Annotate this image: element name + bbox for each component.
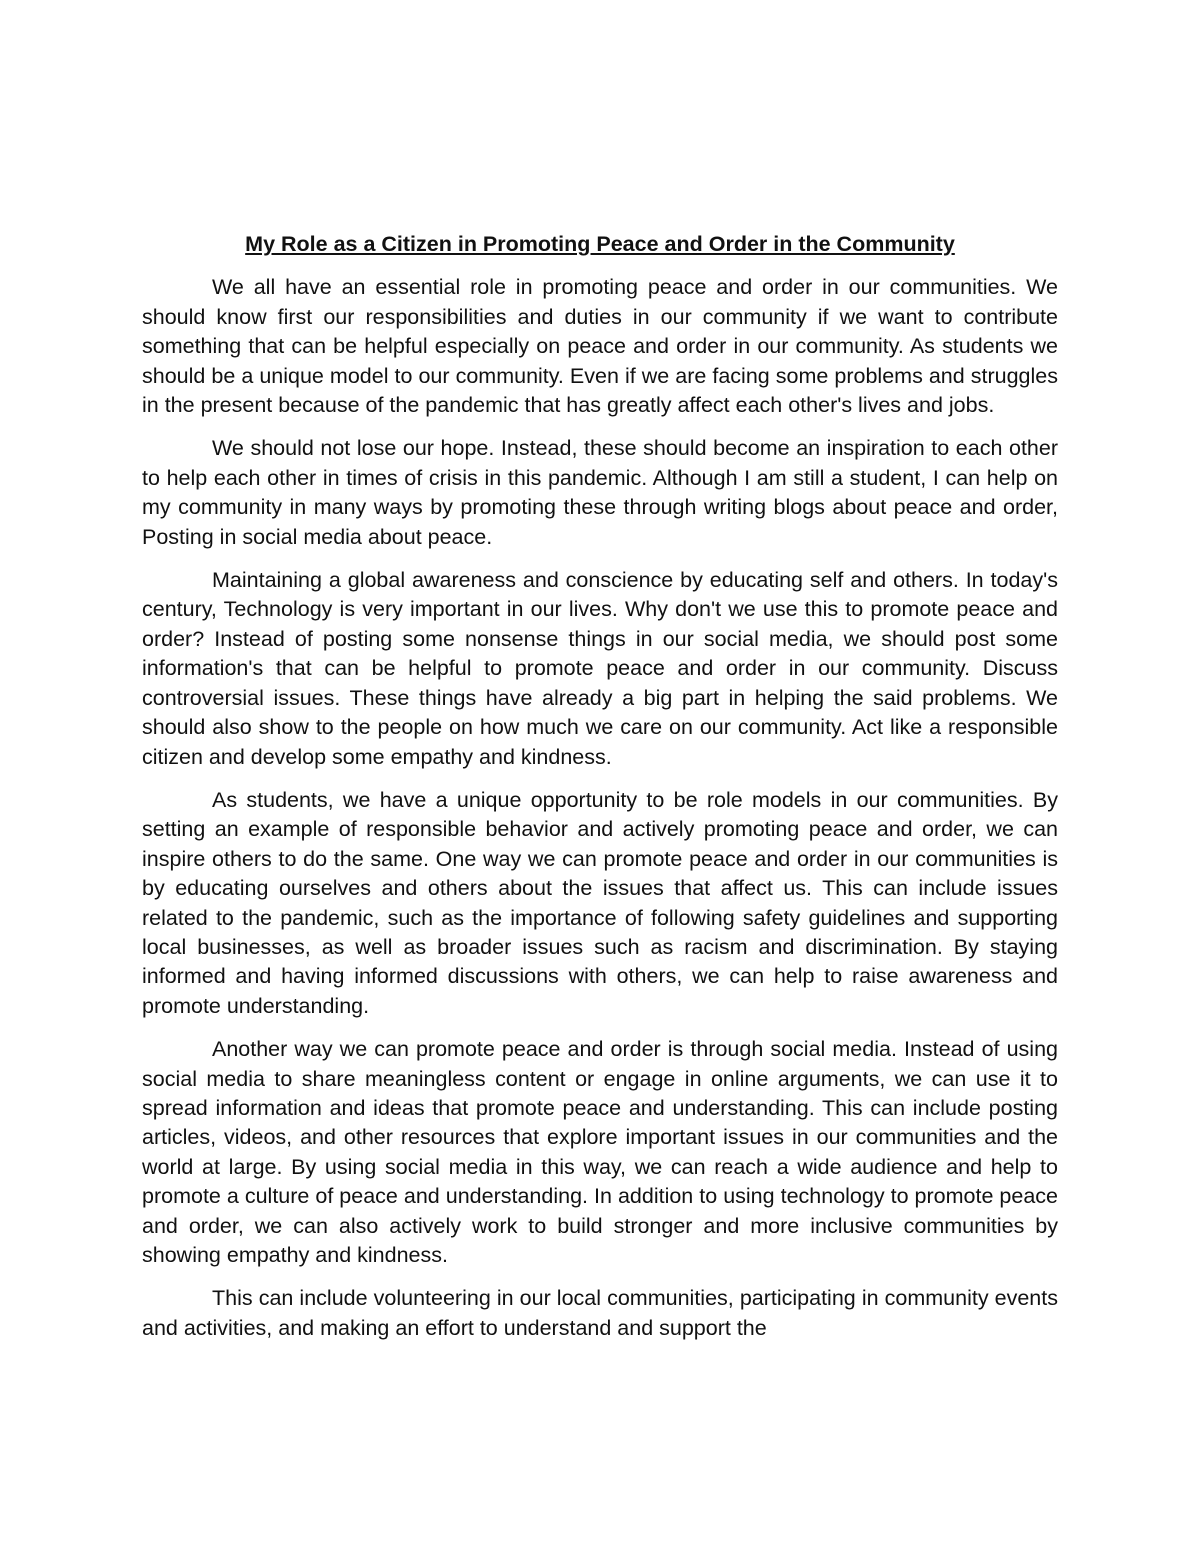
paragraph-5: Another way we can promote peace and order is through social media. Instead of using social media to share meaningless content or engage in online arguments, we can use it to spread information and ideas that promote peace and understanding. This can include posting articles, videos, and other resources that explore important issues in our communities and the world at large. By using social media in this way, we can reach a wide audience and help to promote a culture of peace and understanding. In addition to using technology to promote peace and order, we can also actively work to build stronger and more inclusive communities by showing empathy and kindness.: [142, 1037, 1058, 1267]
paragraph-1: We all have an essential role in promoting peace and order in our communities. We should know first our responsibilities and duties in our community if we want to contribute something that can be helpful especially on peace and order in our community. As students we should be a unique model to our community. Even if we are facing some problems and struggles in the present because of the pandemic that has greatly affect each other's lives and jobs.: [142, 275, 1058, 418]
paragraph-2: We should not lose our hope. Instead, these should become an inspiration to each other to help each other in times of crisis in this pandemic. Although I am still a student, I can help on my community in many ways by promoting these through writing blogs about peace and order, Posting in social media about peace.: [142, 436, 1058, 549]
document-title: My Role as a Citizen in Promoting Peace and Order in the Community: [245, 232, 955, 256]
paragraph-6: This can include volunteering in our local communities, participating in community events and activities, and making an effort to understand and support the: [142, 1286, 1058, 1340]
paragraph-4: As students, we have a unique opportunity to be role models in our communities. By setting an example of responsible behavior and actively promoting peace and order, we can inspire others to do the same. One way we can promote peace and order in our communities is by educating ourselves and others about the issues that affect us. This can include issues related to the pandemic, such as the importance of following safety guidelines and supporting local businesses, as well as broader issues such as racism and discrimination. By staying informed and having informed discussions with others, we can help to raise awareness and promote understanding.: [142, 787, 1058, 1018]
paragraph-3: Maintaining a global awareness and conscience by educating self and others. In today's century, Technology is very important in our lives. Why don't we use this to promote peace and order? Instead of posting some nonsense things in our social media, we should post some information's that can be helpful to promote peace and order in our community. Discuss controversial issues. These things have already a big part in helping the said problems. We should also show to the people on how much we care on our community. Act like a responsible citizen and develop some empathy and kindness.: [142, 568, 1058, 769]
document-body: [142, 230, 1058, 1343]
